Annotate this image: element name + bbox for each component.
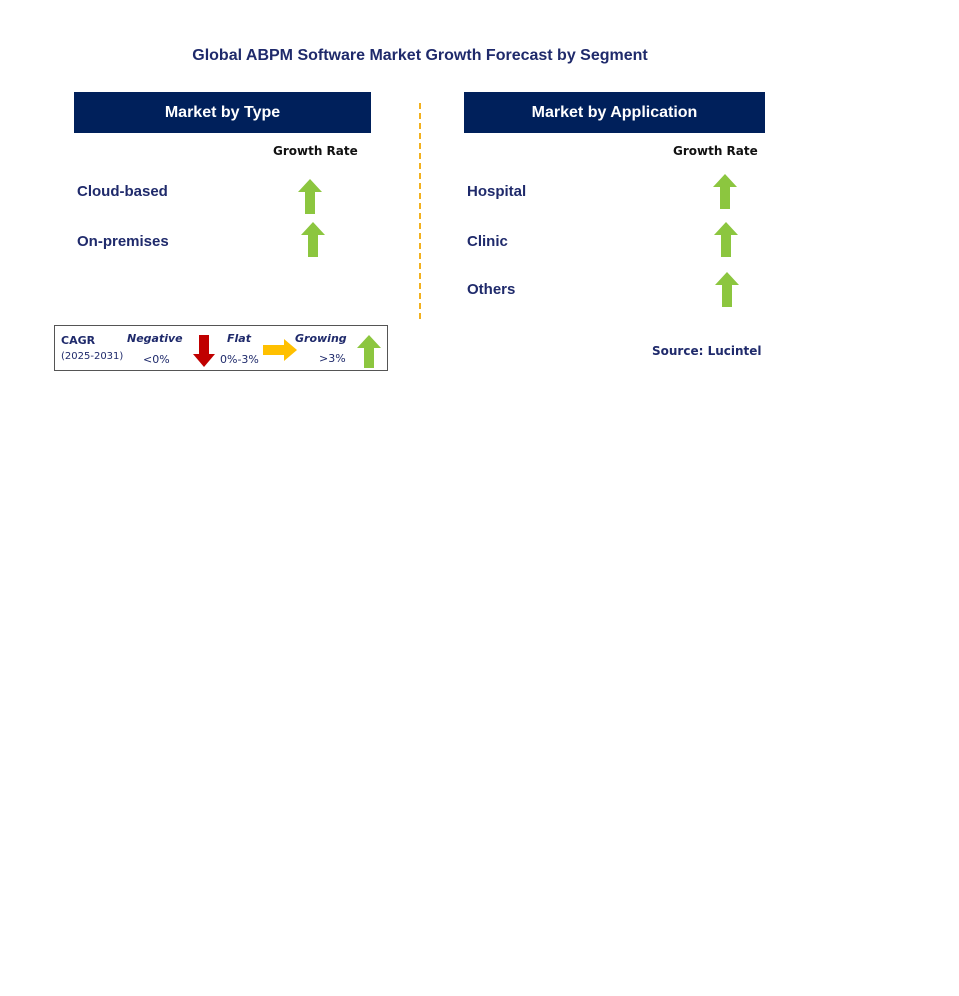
up-arrow-icon (298, 179, 322, 214)
up-arrow-icon (715, 272, 739, 307)
legend-negative-label: Negative (127, 332, 183, 345)
application-row-clinic: Clinic (467, 233, 508, 250)
application-row-hospital: Hospital (467, 183, 527, 200)
chart-title: Global ABPM Software Market Growth Forecast by Segment (192, 47, 648, 64)
up-arrow-icon (301, 222, 325, 257)
up-arrow-icon (714, 222, 738, 257)
right-arrow-icon (263, 339, 297, 361)
legend-flat-label: Flat (227, 332, 251, 345)
legend-period: (2025-2031) (61, 351, 124, 362)
application-growth-rate-label: Growth Rate (673, 144, 758, 158)
legend-flat-range: 0%-3% (220, 353, 259, 366)
source-note: Source: Lucintel (652, 344, 762, 358)
legend-growing-range: >3% (319, 352, 346, 365)
legend-growing-label: Growing (295, 332, 347, 345)
cagr-legend (54, 325, 388, 371)
legend-cagr-label: CAGR (61, 334, 96, 347)
type-panel-header: Market by Type (74, 92, 371, 133)
panel-divider (419, 103, 421, 319)
type-growth-rate-label: Growth Rate (273, 144, 358, 158)
type-row-on-premises: On-premises (77, 233, 169, 250)
up-arrow-icon (713, 174, 737, 209)
type-row-cloud-based: Cloud-based (77, 183, 168, 200)
down-arrow-icon (193, 335, 215, 367)
application-row-others: Others (467, 281, 516, 298)
legend-negative-range: <0% (143, 353, 170, 366)
up-arrow-icon (357, 335, 381, 368)
application-panel-header: Market by Application (464, 92, 765, 133)
